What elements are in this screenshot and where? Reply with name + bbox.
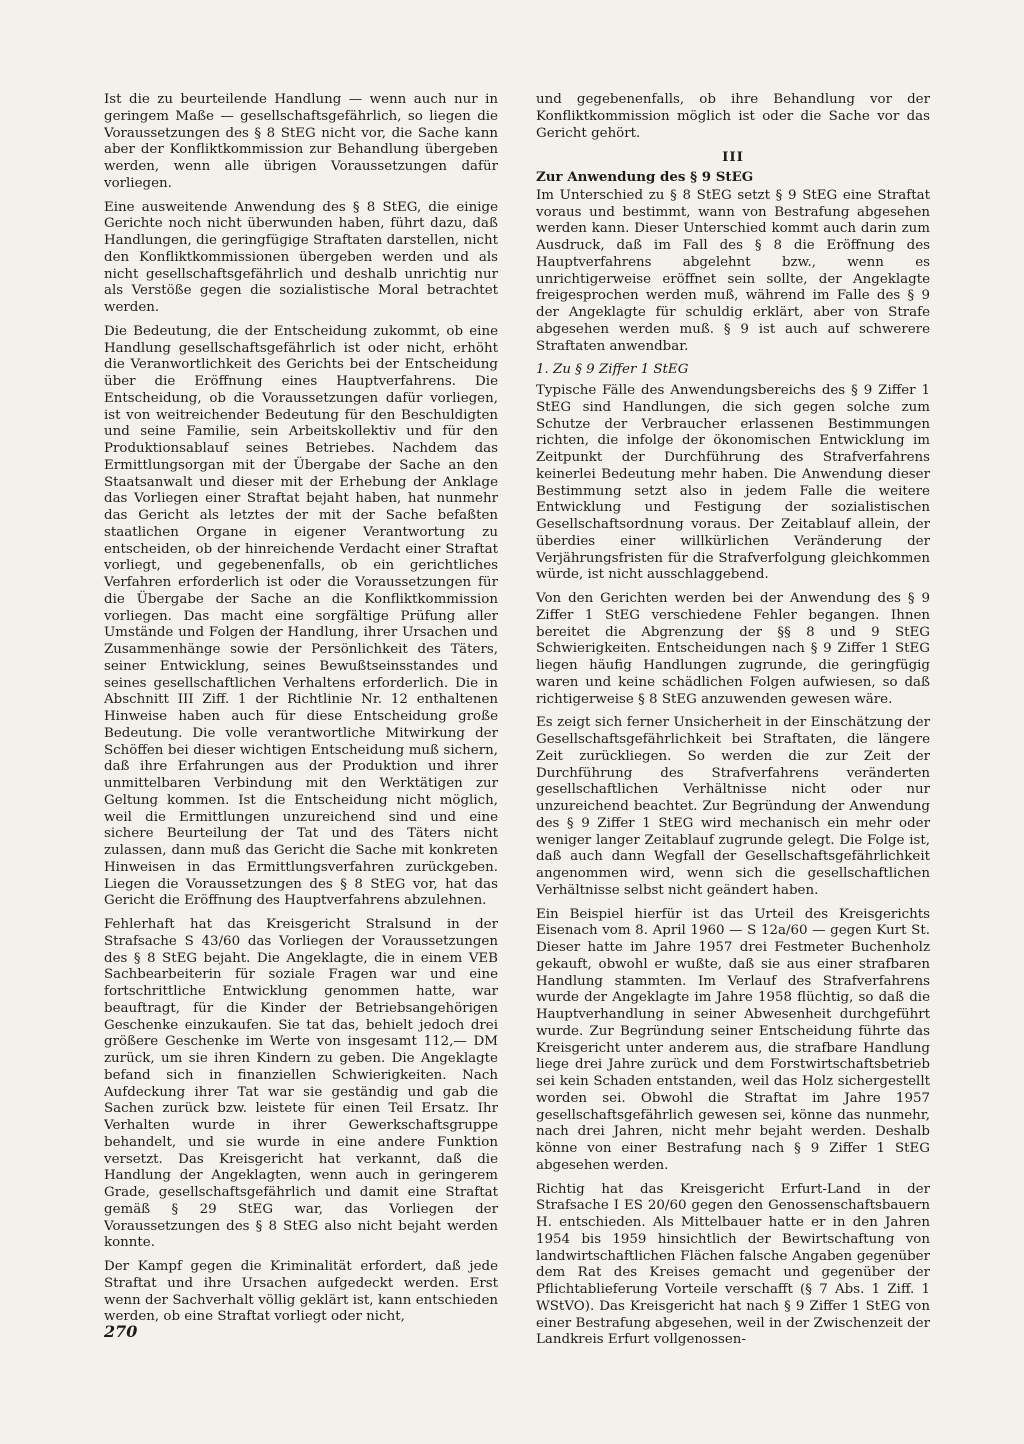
paragraph: Es zeigt sich ferner Unsicherheit in der Einschätzung der Gesellschaftsgefährlichkeit bei Straftaten, die längere Zeit zurückliegen. So werden die zur Zeit der Durchführung des Strafverfahrens veränderten gesellschaftlichen Verhältnisse nicht oder nur unzureichend beachtet. Zur Begründung der Anwendung des § 9 Ziffer 1 StEG wird mechanisch ein mehr oder weniger langer Zeitablauf zugrunde gelegt. Die Folge ist, daß auch dann Wegfall der Gesellschaftsgefährlichkeit angenommen wird, wenn sich die gesellschaftlichen Verhältnisse selbst nicht geändert haben.: [536, 715, 930, 898]
paragraph: Im Unterschied zu § 8 StEG setzt § 9 StEG eine Straftat voraus und bestimmt, wann von Bestrafung abgesehen werden kann. Dieser Unterschied kommt auch darin zum Ausdruck, daß im Fall des § 8 die Eröffnung des Hauptverfahrens abgelehnt bzw., wenn es unrichtigerweise eröffnet sein sollte, der Angeklagte freigesprochen werden muß, während im Falle des § 9 der Angeklagte für schuldig erklärt, aber von Strafe abgesehen werden muß. § 9 ist auch auf schwerere Straftaten anwendbar.: [536, 187, 930, 354]
left-column: [104, 92, 498, 1326]
paragraph: Eine ausweitende Anwendung des § 8 StEG, die einige Gerichte noch nicht überwunden haben, führt dazu, daß Handlungen, die geringfügige Straftaten darstellen, nicht den Konfliktkommissionen übergeben werden und als nicht gesellschaftsgefährlich und deshalb unrichtig nur als Verstöße gegen die sozialistische Moral betrachtet werden.: [104, 199, 498, 315]
right-column: [536, 92, 930, 1349]
paragraph: und gegebenenfalls, ob ihre Behandlung vor der Konfliktkommission möglich ist oder die Sache vor das Gericht gehört.: [536, 92, 930, 141]
paragraph: Die Bedeutung, die der Entscheidung zukommt, ob eine Handlung gesellschaftsgefährlich ist oder nicht, erhöht die Veranwortlichkeit des Gerichts bei der Entscheidung über die Eröffnung eines Hauptverfahrens. Die Entscheidung, ob die Voraussetzungen dafür vorliegen, ist von weitreichender Bedeutung für den Beschuldigten und seine Familie, sein Arbeitskollektiv und für den Produktionsablauf seines Betriebes. Nachdem das Ermittlungsorgan mit der Übergabe der Sache an den Staatsanwalt und dieser mit der Erhebung der Anklage das Vorliegen einer Straftat bejaht haben, hat nunmehr das Gericht als letztes der mit der Sache befaßten staatlichen Organe in eigener Verantwortung zu entscheiden, ob der hinreichende Verdacht einer Straftat vorliegt, und gegebenenfalls, ob ein gerichtliches Verfahren erforderlich ist oder die Voraussetzungen für die Übergabe der Sache an die Konfliktkommission vorliegen. Das macht eine sorgfältige Prüfung aller Umstände und Folgen der Handlung, ihrer Ursachen und Zusammenhänge sowie der Persönlichkeit des Täters, seiner Entwicklung, seines Bewußtseinsstandes und seines gesellschaftlichen Verhaltens erforderlich. Die in Abschnitt III Ziff. 1 der Richtlinie Nr. 12 enthaltenen Hinweise haben auch für diese Entscheidung große Bedeutung. Die volle verantwortliche Mitwirkung der Schöffen bei dieser wichtigen Entscheidung muß sichern, daß ihre Erfahrungen aus der Produktion und ihrer unmittelbaren Verbindung mit den Werktätigen zur Geltung kommen. Ist die Entscheidung nicht möglich, weil die Ermittlungen unzureichend sind und eine sichere Beurteilung der Tat und des Täters nicht zulassen, dann muß das Gericht die Sache mit konkreten Hinweisen in das Ermittlungsverfahren zurückgeben. Liegen die Voraussetzungen des § 8 StEG vor, hat das Gericht die Eröffnung des Hauptverfahrens abzulehnen.: [104, 323, 498, 909]
paragraph: Ist die zu beurteilende Handlung — wenn auch nur in geringem Maße — gesellschaftsgefährlich, so liegen die Voraussetzungen des § 8 StEG nicht vor, die Sache kann aber der Konfliktkommission zur Behandlung übergeben werden, wenn alle übrigen Voraussetzungen dafür vorliegen.: [104, 92, 498, 191]
section-number: III: [722, 149, 744, 166]
paragraph: Typische Fälle des Anwendungsbereichs des § 9 Ziffer 1 StEG sind Handlungen, die sich gegen solche zum Schutze der Verbraucher erlassenen Bestimmungen richten, die infolge der ökonomischen Entwicklung im Zeitpunkt der Durchführung des Strafverfahrens keinerlei Bedeutung mehr haben. Die Anwendung dieser Bestimmung setzt also in jedem Falle die weitere Entwicklung und Festigung der sozialistischen Gesellschaftsordnung voraus. Der Zeitablauf allein, der überdies einer willkürlichen Veränderung der Verjährungsfristen für die Strafverfolgung gleichkommen würde, ist nicht ausschlaggebend.: [536, 383, 930, 583]
paragraph: Von den Gerichten werden bei der Anwendung des § 9 Ziffer 1 StEG verschiedene Fehler begangen. Ihnen bereitet die Abgrenzung der §§ 8 und 9 StEG Schwierigkeiten. Entscheidungen nach § 9 Ziffer 1 StEG liegen häufig Handlungen zugrunde, die geringfügig waren und keine schädlichen Folgen aufwiesen, so daß richtigerweise § 8 StEG anzuwenden gewesen wäre.: [536, 591, 930, 707]
paragraph: Der Kampf gegen die Kriminalität erfordert, daß jede Straftat und ihre Ursachen aufgedeckt werden. Erst wenn der Sachverhalt völlig geklärt ist, kann entschieden werden, ob eine Straftat vorliegt oder nicht,: [104, 1259, 498, 1325]
section-title: Zur Anwendung des § 9 StEG: [536, 169, 754, 185]
paragraph: Fehlerhaft hat das Kreisgericht Stralsund in der Strafsache S 43/60 das Vorliegen der Voraussetzungen des § 8 StEG bejaht. Die Angeklagte, die in einem VEB Sachbearbeiterin für soziale Fragen war und eine fortschrittliche Entwicklung genommen hatte, war beauftragt, für die Kinder der Betriebsangehörigen Geschenke einzukaufen. Sie tat das, behielt jedoch drei größere Geschenke im Werte von insgesamt 112,— DM zurück, um sie ihren Kindern zu geben. Die Angeklagte befand sich in finanziellen Schwierigkeiten. Nach Aufdeckung ihrer Tat war sie geständig und gab die Sachen zurück bzw. leistete für einen Teil Ersatz. Ihr Verhalten wurde in ihrer Gewerkschaftsgruppe behandelt, und sie wurde in eine andere Funktion versetzt. Das Kreisgericht hat verkannt, daß die Handlung der Angeklagten, wenn auch in geringerem Grade, gesellschaftsgefährlich und damit eine Straftat gemäß § 29 StEG war, das Vorliegen der Voraussetzungen des § 8 StEG also nicht bejaht werden konnte.: [104, 917, 498, 1251]
paragraph: Ein Beispiel hierfür ist das Urteil des Kreisgerichts Eisenach vom 8. April 1960 — S 12a/60 — gegen Kurt St. Dieser hatte im Jahre 1957 drei Festmeter Buchenholz gekauft, obwohl er wußte, daß sie aus einer strafbaren Handlung stammten. Im Verlauf des Strafverfahrens wurde der Angeklagte im Jahre 1958 flüchtig, so daß die Hauptverhandlung in seiner Abwesenheit durchgeführt wurde. Zur Begründung seiner Entscheidung führte das Kreisgericht unter anderem aus, die strafbare Handlung liege drei Jahre zurück und dem Forstwirtschaftsbetrieb sei kein Schaden entstanden, weil das Holz sichergestellt worden sei. Obwohl die Straftat im Jahre 1957 gesellschaftsgefährlich gewesen sei, könne das nunmehr, nach drei Jahren, nicht mehr bejaht werden. Deshalb könne von einer Bestrafung nach § 9 Ziffer 1 StEG abgesehen werden.: [536, 906, 930, 1173]
page-number: 270: [104, 1322, 138, 1341]
subsection-title: 1. Zu § 9 Ziffer 1 StEG: [536, 362, 689, 378]
paragraph: Richtig hat das Kreisgericht Erfurt-Land in der Strafsache I ES 20/60 gegen den Genossenschaftsbauern H. entschieden. Als Mittelbauer hatte er in den Jahren 1954 bis 1959 hinsichtlich der Bewirtschaftung von landwirtschaftlichen Flächen falsche Angaben gegenüber dem Rat des Kreises gemacht und gegenüber der Pflichtablieferung Vorteile verschafft (§ 7 Abs. 1 Ziff. 1 WStVO). Das Kreisgericht hat nach § 9 Ziffer 1 StEG von einer Bestrafung abgesehen, weil in der Zwischenzeit der Landkreis Erfurt vollgenossen-: [536, 1181, 930, 1348]
